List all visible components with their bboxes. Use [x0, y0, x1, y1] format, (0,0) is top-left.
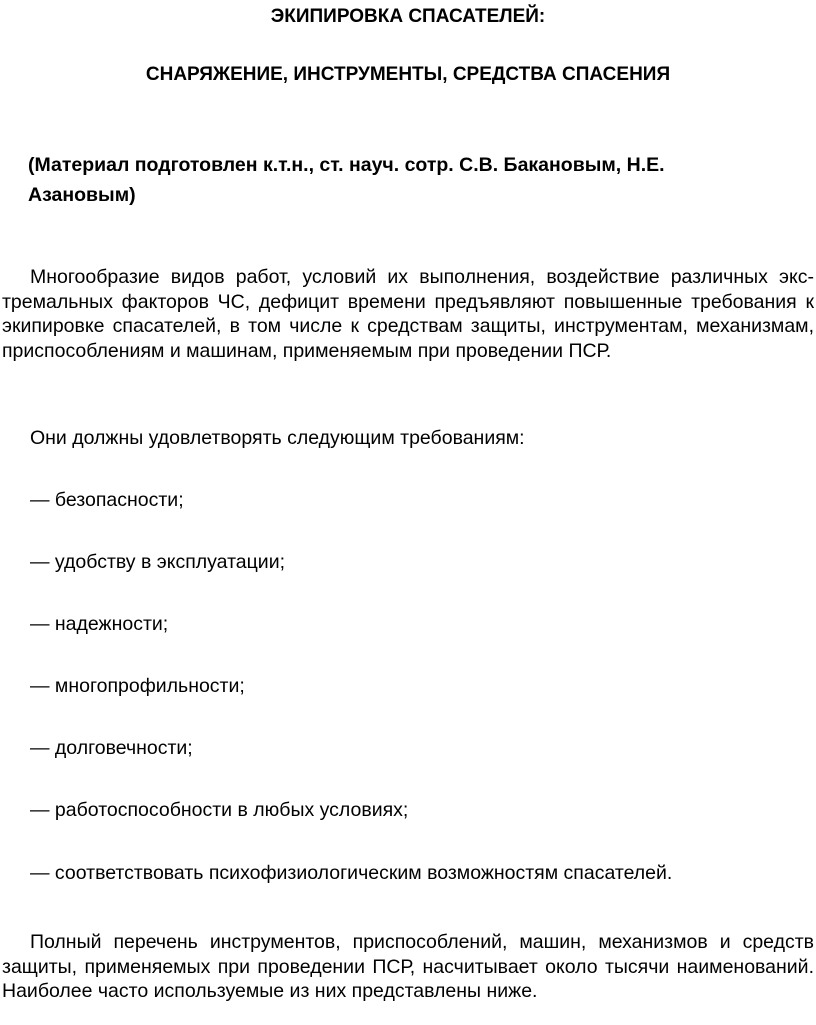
list-item-durability: — долговечности; [30, 737, 193, 760]
list-item-reliability: — надежности; [30, 613, 169, 636]
list-item-psychophysiology: — соответствовать психофизиологическим возможностям спасателей. [30, 861, 673, 884]
document-subtitle: СНАРЯЖЕНИЕ, ИНСТРУМЕНТЫ, СРЕДСТВА СПАСЕНИЯ [145, 64, 671, 85]
closing-paragraph: Полный перечень инструментов, приспособлений, машин, механизмов и средств защиты, применяемых при проведении ПСР, насчитывает около тысячи наименований. Наиболее часто используемые из них представлены ниже. [2, 931, 814, 1002]
authors-note: (Материал подготовлен к.т.н., ст. науч. сотр. С.В. Бакановым, Н.Е. Азановым) [28, 154, 665, 206]
requirements-intro: Они должны удовлетворять следующим требованиям: [30, 427, 525, 449]
requirements-list [30, 488, 672, 923]
intro-paragraph: Многообразие видов работ, условий их выполнения, воздействие различных экстремальных факторов ЧС, дефицит времени предъявляют повышенные требования к экипировке спасателей, в том числе к средствам защиты, инструментам, механизмам, приспособлениям и машинам, применяемым при проведении ПСР. [2, 266, 814, 362]
list-item-usability: — удобству в эксплуатации; [30, 551, 286, 574]
list-item-versatility: — многопрофильности; [30, 675, 245, 698]
document-title: ЭКИПИРОВКА СПАСАТЕЛЕЙ: [270, 6, 546, 27]
list-item-safety: — безопасности; [30, 489, 184, 511]
list-item-operability: — работоспособности в любых условиях; [30, 799, 409, 822]
